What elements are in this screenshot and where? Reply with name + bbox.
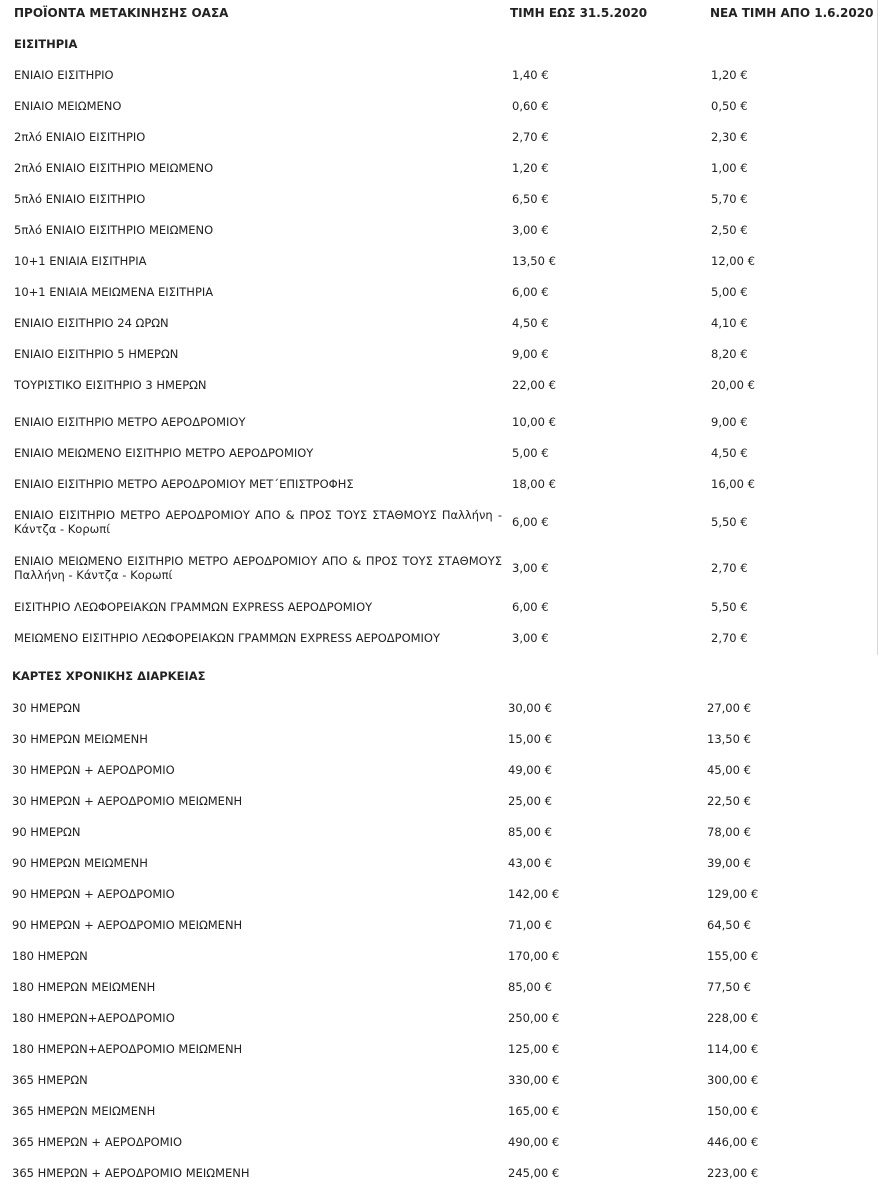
product-name: ΕΝΙΑΙΟ ΕΙΣΙΤΗΡΙΟ — [14, 68, 114, 82]
old-price: 3,00 € — [512, 561, 549, 575]
product-name: ΕΝΙΑΙΟ ΕΙΣΙΤΗΡΙΟ 5 ΗΜΕΡΩΝ — [14, 347, 179, 361]
product-name: 5πλό ΕΝΙΑΙΟ ΕΙΣΙΤΗΡΙΟ — [14, 192, 146, 206]
product-name: ΤΟΥΡΙΣΤΙΚΟ ΕΙΣΙΤΗΡΙΟ 3 ΗΜΕΡΩΝ — [14, 378, 207, 392]
new-price: 2,70 € — [711, 631, 748, 645]
product-name: 2πλό ΕΝΙΑΙΟ ΕΙΣΙΤΗΡΙΟ — [14, 130, 146, 144]
old-price: 330,00 € — [508, 1073, 560, 1087]
new-price: 1,20 € — [711, 68, 748, 82]
new-price: 114,00 € — [707, 1042, 759, 1056]
new-price: 13,50 € — [707, 732, 751, 746]
new-price: 27,00 € — [707, 701, 751, 715]
product-name: 180 ΗΜΕΡΩΝ+ΑΕΡΟΔΡΟΜΙΟ ΜΕΙΩΜΕΝΗ — [12, 1042, 243, 1056]
product-name: ΕΝΙΑΙΟ ΕΙΣΙΤΗΡΙΟ ΜΕΤΡΟ ΑΕΡΟΔΡΟΜΙΟΥ ΑΠΟ & ΠΡΟΣ ΤΟΥΣ ΣΤΑΘΜΟΥΣ Παλλήνη - Κάντζα - Κορωπί — [14, 508, 502, 536]
old-price: 2,70 € — [512, 130, 549, 144]
new-price: 155,00 € — [707, 949, 759, 963]
old-price: 6,00 € — [512, 285, 549, 299]
product-name: 30 ΗΜΕΡΩΝ + ΑΕΡΟΔΡΟΜΙΟ — [12, 763, 175, 777]
product-name: 2πλό ΕΝΙΑΙΟ ΕΙΣΙΤΗΡΙΟ ΜΕΙΩΜΕΝΟ — [14, 161, 214, 175]
new-price: 446,00 € — [707, 1135, 759, 1149]
new-price: 2,70 € — [711, 561, 748, 575]
new-price: 77,50 € — [707, 980, 751, 994]
product-name: ΜΕΙΩΜΕΝΟ ΕΙΣΙΤΗΡΙΟ ΛΕΩΦΟΡΕΙΑΚΩΝ ΓΡΑΜΜΩΝ EXPRESS ΑΕΡΟΔΡΟΜΙΟΥ — [14, 631, 441, 645]
old-price: 43,00 € — [508, 856, 552, 870]
old-price: 5,00 € — [512, 446, 549, 460]
new-price: 8,20 € — [711, 347, 748, 361]
product-name: 365 ΗΜΕΡΩΝ ΜΕΙΩΜΕΝΗ — [12, 1104, 156, 1118]
new-price: 5,50 € — [711, 600, 748, 614]
product-name: 30 ΗΜΕΡΩΝ + ΑΕΡΟΔΡΟΜΙΟ ΜΕΙΩΜΕΝΗ — [12, 794, 243, 808]
product-name: 90 ΗΜΕΡΩΝ — [12, 825, 81, 839]
new-price: 5,50 € — [711, 515, 748, 529]
old-price: 245,00 € — [508, 1166, 560, 1180]
new-price: 4,50 € — [711, 446, 748, 460]
new-price: 45,00 € — [707, 763, 751, 777]
new-price: 12,00 € — [711, 254, 755, 268]
product-name: 180 ΗΜΕΡΩΝ+ΑΕΡΟΔΡΟΜΙΟ — [12, 1011, 175, 1025]
new-price: 2,30 € — [711, 130, 748, 144]
header-new-price: ΝΕΑ ΤΙΜΗ ΑΠΟ 1.6.2020 — [710, 6, 874, 20]
new-price: 5,00 € — [711, 285, 748, 299]
old-price: 142,00 € — [508, 887, 560, 901]
product-name: ΕΝΙΑΙΟ ΜΕΙΩΜΕΝΟ ΕΙΣΙΤΗΡΙΟ ΜΕΤΡΟ ΑΕΡΟΔΡΟΜΙΟΥ ΑΠΟ & ΠΡΟΣ ΤΟΥΣ ΣΤΑΘΜΟΥΣ Παλλήνη - Κάντζα - Κορωπί — [14, 554, 502, 582]
old-price: 250,00 € — [508, 1011, 560, 1025]
old-price: 85,00 € — [508, 980, 552, 994]
new-price: 78,00 € — [707, 825, 751, 839]
product-name: 10+1 ΕΝΙΑΙΑ ΕΙΣΙΤΗΡΙΑ — [14, 254, 147, 268]
new-price: 9,00 € — [711, 415, 748, 429]
old-price: 85,00 € — [508, 825, 552, 839]
product-name: 180 ΗΜΕΡΩΝ ΜΕΙΩΜΕΝΗ — [12, 980, 156, 994]
product-name: 365 ΗΜΕΡΩΝ — [12, 1073, 88, 1087]
column-divider — [877, 0, 878, 655]
new-price: 2,50 € — [711, 223, 748, 237]
old-price: 30,00 € — [508, 701, 552, 715]
new-price: 16,00 € — [711, 477, 755, 491]
old-price: 18,00 € — [512, 477, 556, 491]
old-price: 6,00 € — [512, 515, 549, 529]
product-name: 180 ΗΜΕΡΩΝ — [12, 949, 88, 963]
new-price: 300,00 € — [707, 1073, 759, 1087]
old-price: 10,00 € — [512, 415, 556, 429]
product-name: 90 ΗΜΕΡΩΝ + ΑΕΡΟΔΡΟΜΙΟ ΜΕΙΩΜΕΝΗ — [12, 918, 243, 932]
product-name: ΕΝΙΑΙΟ ΜΕΙΩΜΕΝΟ — [14, 99, 122, 113]
product-name: 90 ΗΜΕΡΩΝ + ΑΕΡΟΔΡΟΜΙΟ — [12, 887, 175, 901]
old-price: 170,00 € — [508, 949, 560, 963]
product-name: ΕΝΙΑΙΟ ΕΙΣΙΤΗΡΙΟ ΜΕΤΡΟ ΑΕΡΟΔΡΟΜΙΟΥ — [14, 415, 246, 429]
old-price: 13,50 € — [512, 254, 556, 268]
old-price: 125,00 € — [508, 1042, 560, 1056]
old-price: 9,00 € — [512, 347, 549, 361]
new-price: 64,50 € — [707, 918, 751, 932]
product-name: 365 ΗΜΕΡΩΝ + ΑΕΡΟΔΡΟΜΙΟ ΜΕΙΩΜΕΝΗ — [12, 1166, 250, 1180]
old-price: 49,00 € — [508, 763, 552, 777]
new-price: 39,00 € — [707, 856, 751, 870]
new-price: 0,50 € — [711, 99, 748, 113]
product-name: 5πλό ΕΝΙΑΙΟ ΕΙΣΙΤΗΡΙΟ ΜΕΙΩΜΕΝΟ — [14, 223, 214, 237]
old-price: 6,50 € — [512, 192, 549, 206]
header-old-price: ΤΙΜΗ ΕΩΣ 31.5.2020 — [510, 6, 648, 20]
product-name: ΕΝΙΑΙΟ ΜΕΙΩΜΕΝΟ ΕΙΣΙΤΗΡΙΟ ΜΕΤΡΟ ΑΕΡΟΔΡΟΜΙΟΥ — [14, 446, 314, 460]
old-price: 4,50 € — [512, 316, 549, 330]
old-price: 6,00 € — [512, 600, 549, 614]
new-price: 1,00 € — [711, 161, 748, 175]
new-price: 22,50 € — [707, 794, 751, 808]
old-price: 71,00 € — [508, 918, 552, 932]
old-price: 25,00 € — [508, 794, 552, 808]
old-price: 1,20 € — [512, 161, 549, 175]
old-price: 3,00 € — [512, 223, 549, 237]
new-price: 20,00 € — [711, 378, 755, 392]
old-price: 22,00 € — [512, 378, 556, 392]
new-price: 228,00 € — [707, 1011, 759, 1025]
old-price: 165,00 € — [508, 1104, 560, 1118]
old-price: 15,00 € — [508, 732, 552, 746]
old-price: 0,60 € — [512, 99, 549, 113]
product-name: 30 ΗΜΕΡΩΝ ΜΕΙΩΜΕΝΗ — [12, 732, 148, 746]
old-price: 1,40 € — [512, 68, 549, 82]
new-price: 4,10 € — [711, 316, 748, 330]
old-price: 490,00 € — [508, 1135, 560, 1149]
product-name: ΕΝΙΑΙΟ ΕΙΣΙΤΗΡΙΟ ΜΕΤΡΟ ΑΕΡΟΔΡΟΜΙΟΥ ΜΕΤ΄ΕΠΙΣΤΡΟΦΗΣ — [14, 477, 354, 491]
header-product: ΠΡΟΪΟΝΤΑ ΜΕΤΑΚΙΝΗΣΗΣ ΟΑΣΑ — [14, 6, 229, 20]
product-name: ΕΝΙΑΙΟ ΕΙΣΙΤΗΡΙΟ 24 ΩΡΩΝ — [14, 316, 169, 330]
new-price: 129,00 € — [707, 887, 759, 901]
product-name: 30 ΗΜΕΡΩΝ — [12, 701, 81, 715]
old-price: 3,00 € — [512, 631, 549, 645]
product-name: 365 ΗΜΕΡΩΝ + ΑΕΡΟΔΡΟΜΙΟ — [12, 1135, 183, 1149]
product-name: 90 ΗΜΕΡΩΝ ΜΕΙΩΜΕΝΗ — [12, 856, 148, 870]
new-price: 223,00 € — [707, 1166, 759, 1180]
product-name: ΕΙΣΙΤΗΡΙΟ ΛΕΩΦΟΡΕΙΑΚΩΝ ΓΡΑΜΜΩΝ EXPRESS ΑΕΡΟΔΡΟΜΙΟΥ — [14, 600, 373, 614]
product-name: 10+1 ΕΝΙΑΙΑ ΜΕΙΩΜΕΝΑ ΕΙΣΙΤΗΡΙΑ — [14, 285, 214, 299]
new-price: 5,70 € — [711, 192, 748, 206]
new-price: 150,00 € — [707, 1104, 759, 1118]
